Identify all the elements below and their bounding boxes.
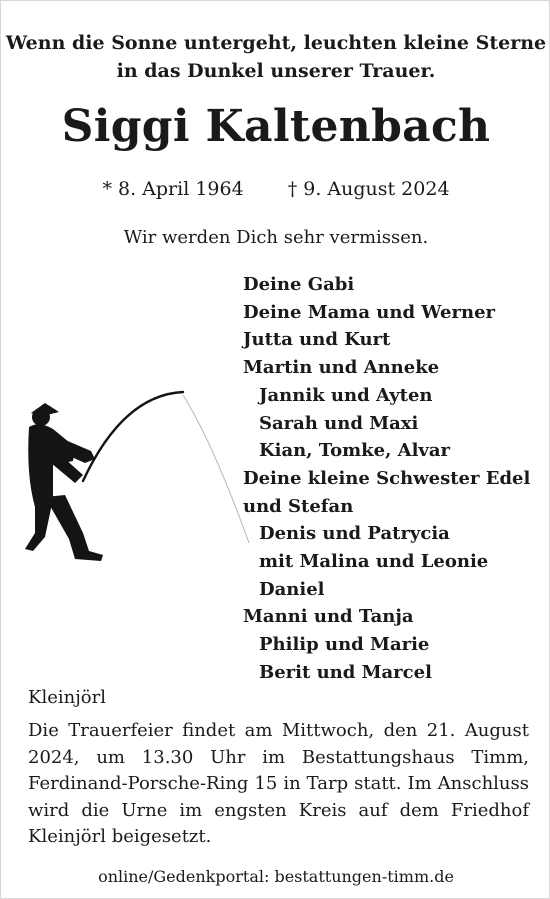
mourner-entry: Martin und Anneke [243,357,440,379]
mourner-entry: Jutta und Kurt [243,329,391,351]
mourner-entry: Manni und Tanja [243,606,414,628]
mourner-entry: mit Malina und Leonie [259,551,489,573]
mourner-list [243,271,543,687]
motto-line-2: in das Dunkel unserer Trauer. [116,60,436,82]
funeral-notice: Die Trauerfeier findet am Mittwoch, den 21. August 2024, um 13.30 Uhr im Bestattungshaus Timm, Ferdinand-Porsche-Ring 15 in Tarp statt. Im Anschluss wird die Urne im engsten Kreis auf dem Friedhof Kleinjörl beigesetzt. [28,720,529,847]
mourner-entry: Deine Gabi [243,274,355,295]
mourner-entry: Jannik und Ayten [259,384,433,406]
birth-date: * 8. April 1964 [102,178,244,200]
place-name: Kleinjörl [28,687,106,708]
mourner-entry: Sarah und Maxi [259,412,419,434]
death-date: † 9. August 2024 [287,178,450,200]
mourner-entry: Deine Mama und Werner [243,301,495,323]
motto [1,29,550,85]
life-dates [1,175,550,203]
mourner-entry: und Stefan [243,495,354,517]
mourner-entry: Philip und Marie [259,634,430,656]
mourner-entry: Deine kleine Schwester Edel [243,467,531,489]
memorial-portal-link: online/Gedenkportal: bestattungen-timm.de [98,867,454,886]
mourner-entry: Berit und Marcel [259,661,432,683]
mourner-entry: Denis und Patrycia [259,523,450,545]
farewell-line: Wir werden Dich sehr vermissen. [123,227,429,248]
mourner-entry: Kian, Tomke, Alvar [259,440,451,462]
motto-line-1: Wenn die Sonne untergeht, leuchten kleine Sterne [5,32,547,54]
mourner-entry: Daniel [259,578,325,600]
angler-silhouette-icon [23,383,253,583]
deceased-name: Siggi Kaltenbach [61,101,491,152]
